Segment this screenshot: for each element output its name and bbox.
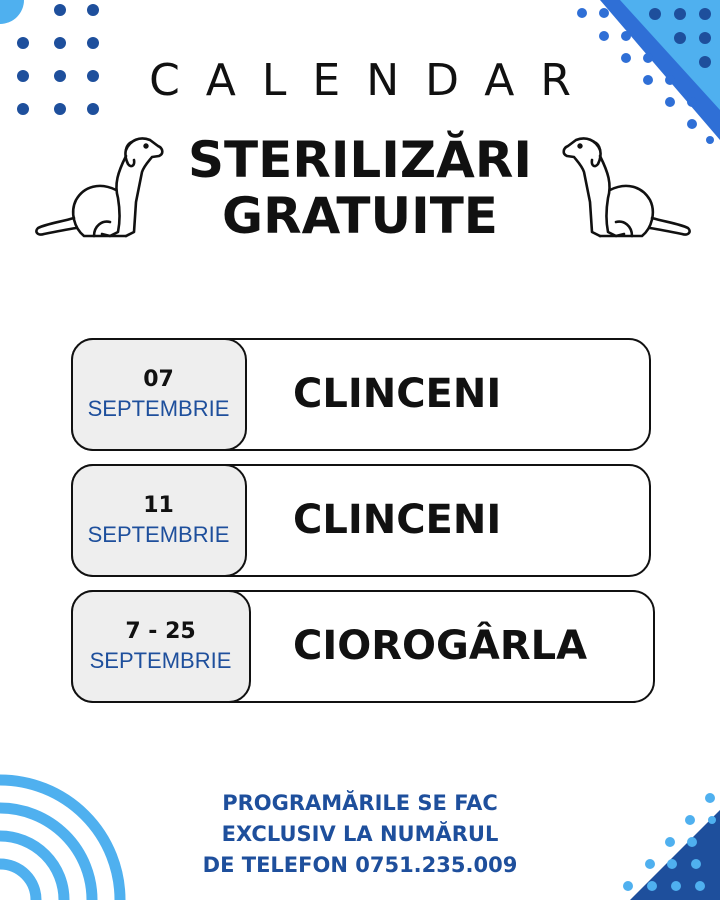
location-name: CLINCENI [293,497,502,543]
date-day: 07 [143,367,174,392]
dog-sitting-icon-right [556,132,696,244]
schedule-row [71,338,651,451]
schedule-row [71,590,655,703]
date-day: 11 [143,493,174,518]
date-badge [71,464,247,577]
date-month: SEPTEMBRIE [87,522,230,547]
contact-line-2: EXCLUSIV LA NUMĂRUL [221,822,499,846]
location-name: CIOROGÂRLA [293,623,588,669]
title-line-2: GRATUITE [222,187,498,245]
calendar-heading: CALENDAR [149,55,597,106]
location-name: CLINCENI [293,371,502,417]
title-line-1: STERILIZĂRI [188,131,532,189]
contact-line-1: PROGRAMĂRILE SE FAC [222,791,498,815]
schedule-row [71,464,651,577]
date-badge [71,338,247,451]
contact-info [0,788,720,881]
date-month: SEPTEMBRIE [89,648,232,673]
contact-phone: DE TELEFON 0751.235.009 [202,853,518,877]
date-month: SEPTEMBRIE [87,396,230,421]
date-day: 7 - 25 [125,619,196,644]
date-badge [71,590,251,703]
dog-sitting-icon-left [30,132,170,244]
